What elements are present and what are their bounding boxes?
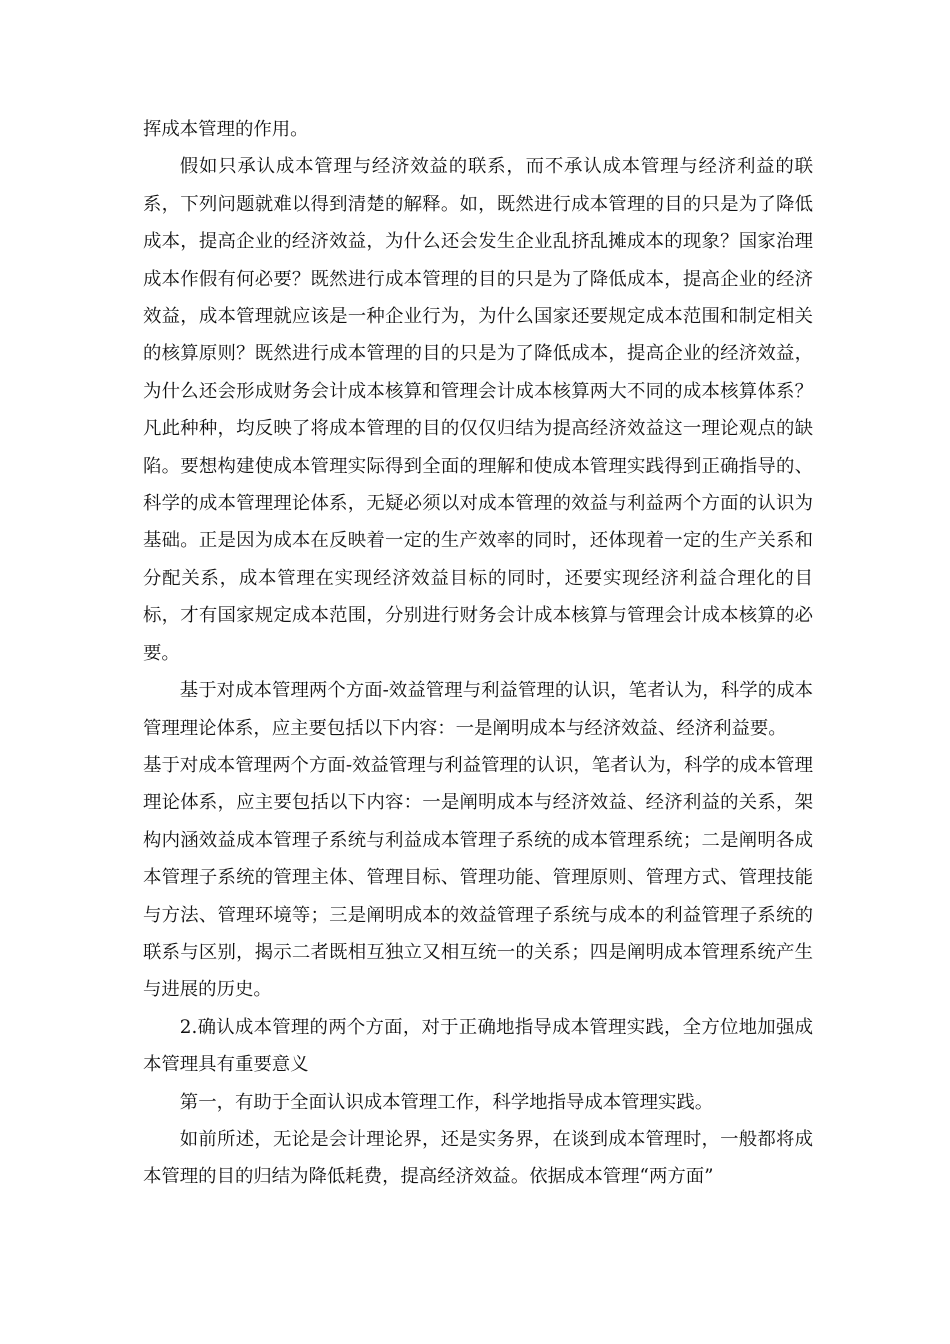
section-heading-two-aspects: 2.确认成本管理的两个方面，对于正确地指导成本管理实践，全方位地加强成本管理具有重要意义 [143,1016,813,1076]
paragraph-first-point: 第一，有助于全面认识成本管理工作，科学地指导成本管理实践。 [179,1091,714,1113]
paragraph-cost-management-benefits: 假如只承认成本管理与经济效益的联系，而不承认成本管理与经济利益的联系，下列问题就难以得到清楚的解释。如，既然进行成本管理的目的只是为了降低成本，提高企业的经济效益，为什么还会发生企业乱挤乱摊成本的现象？国家治理成本作假有何必要？既然进行成本管理的目的只是为了降低成本，提高企业的经济效益，成本管理就应该是一种企业行为，为什么国家还要规定成本范围和制定相关的核算原则？既然进行成本管理的目的只是为了降低成本，提高企业的经济效益，为什么还会形成财务会计成本核算和管理会计成本核算两大不同的成本核算体系？凡此种种，均反映了将成本管理的目的仅仅归结为提高经济效益这一理论观点的缺陷。要想构建使成本管理实际得到全面的理解和使成本管理实践得到正确指导的、科学的成本管理理论体系，无疑必须以对成本管理的效益与利益两个方面的认识为基础。正是因为成本在反映着一定的生产效率的同时，还体现着一定的生产关系和分配关系，成本管理在实现经济效益目标的同时，还要实现经济利益合理化的目标，才有国家规定成本范围，分别进行财务会计成本核算与管理会计成本核算的必要。 [143,156,813,664]
document-body [143,111,813,1196]
paragraph-as-mentioned: 如前所述，无论是会计理论界，还是实务界，在谈到成本管理时，一般都将成本管理的目的归结为降低耗费，提高经济效益。依据成本管理“两方面” [143,1128,813,1188]
paragraph-theory-system-content: 基于对成本管理两个方面-效益管理与利益管理的认识，笔者认为，科学的成本管理理论体系，应主要包括以下内容：一是阐明成本与经济效益、经济利益的关系，架构内涵效益成本管理子系统与利益成本管理子系统的成本管理系统；二是阐明各成本管理子系统的管理主体、管理目标、管理功能、管理原则、管理方式、管理技能与方法、管理环境等；三是阐明成本的效益管理子系统与成本的利益管理子系统的联系与区别，揭示二者既相互独立又相互统一的关系；四是阐明成本管理系统产生与进展的历史。 [143,754,813,1001]
paragraph-theory-system-intro: 基于对成本管理两个方面-效益管理与利益管理的认识，笔者认为，科学的成本管理理论体系，应主要包括以下内容：一是阐明成本与经济效益、经济利益要。 [143,680,813,739]
paragraph-continuation: 挥成本管理的作用。 [143,119,309,140]
